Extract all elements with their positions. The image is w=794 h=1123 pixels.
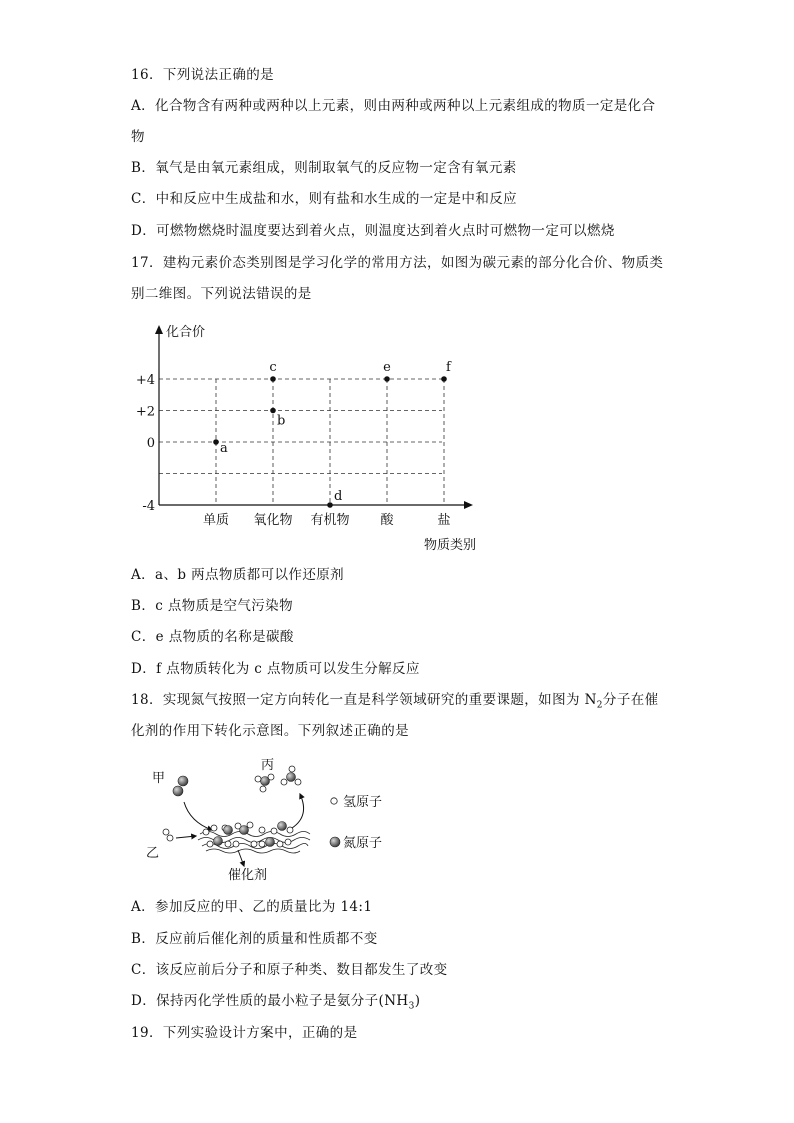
label-catalyst: 催化剂 xyxy=(228,868,268,883)
h2-molecule xyxy=(163,829,173,841)
y-tick-label: -4 xyxy=(142,499,155,514)
q17-option-b: B．c 点物质是空气污染物 xyxy=(131,598,293,614)
data-point-f xyxy=(441,376,447,382)
data-point-e xyxy=(384,376,390,382)
q17-stem-cont: 别二维图。下列说法错误的是 xyxy=(131,286,312,302)
q17-option-c: C．e 点物质的名称是碳酸 xyxy=(131,629,294,645)
category-label: 酸 xyxy=(380,513,394,528)
q18-stem-cont: 化剂的作用下转化示意图。下列叙述正确的是 xyxy=(131,723,409,739)
nh3-molecule-2 xyxy=(281,766,301,785)
arrow-bing xyxy=(292,794,304,828)
q16-option-a: A．化合物含有两种或两种以上元素，则由两种或两种以上元素组成的物质一定是化合 xyxy=(131,98,656,114)
valence-category-chart xyxy=(130,318,490,558)
chart-ticks xyxy=(136,373,155,514)
label-yi: 乙 xyxy=(146,846,160,861)
legend-h-atom xyxy=(331,798,337,804)
category-label: 盐 xyxy=(437,513,451,528)
label-jia: 甲 xyxy=(152,771,166,786)
y-tick-label: +2 xyxy=(135,404,155,420)
catalyst-reaction-diagram xyxy=(140,752,400,887)
q16-option-c: C．中和反应中生成盐和水，则有盐和水生成的一定是中和反应 xyxy=(131,191,518,207)
data-point-b xyxy=(270,408,276,414)
q17-stem: 17．建构元素价态类别图是学习化学的常用方法，如图为碳元素的部分化合价、物质类 xyxy=(131,255,664,271)
category-label: 单质 xyxy=(202,513,230,528)
q18-option-d: D．保持丙化学性质的最小粒子是氨分子$(NH_3)$ xyxy=(131,993,421,1012)
arrow-yi xyxy=(176,836,196,838)
chart-categories xyxy=(203,512,451,528)
x-axis-label: 物质类别 xyxy=(424,538,477,553)
y-axis-label: 化合价 xyxy=(166,325,206,340)
data-point-c xyxy=(270,376,276,382)
data-point-label-e: e xyxy=(383,360,391,375)
y-tick-label: 0 xyxy=(146,436,155,451)
data-point-label-d: d xyxy=(334,489,343,504)
q16-stem: 16．下列说法正确的是 xyxy=(131,67,275,83)
data-point-label-a: a xyxy=(220,441,228,456)
data-point-label-b: b xyxy=(277,413,286,429)
chart-grid xyxy=(159,379,444,505)
legend-n-atom xyxy=(330,837,340,847)
data-point-label-f: f xyxy=(446,360,451,375)
q16-option-b: B．氧气是由氧元素组成，则制取氧气的反应物一定含有氧元素 xyxy=(131,160,517,176)
arrow-catalyst xyxy=(238,850,244,866)
q18-option-b: B．反应前后催化剂的质量和性质都不变 xyxy=(131,931,378,947)
y-tick-label: +4 xyxy=(135,373,155,388)
q18-stem: 18．实现氮气按照一定方向转化一直是科学领域研究的重要课题，如图为 $N_2$分子在催 xyxy=(131,692,659,711)
category-label: 有机物 xyxy=(310,513,350,528)
q19-stem: 19．下列实验设计方案中，正确的是 xyxy=(131,1025,358,1041)
nh3-molecule-1 xyxy=(255,774,274,792)
x-axis-arrow xyxy=(464,501,473,509)
q17-option-a: A．a、b 两点物质都可以作还原剂 xyxy=(131,567,345,583)
category-label: 氧化物 xyxy=(253,513,293,528)
data-point-d xyxy=(327,502,333,508)
legend-n-label: 氮原子 xyxy=(343,836,383,851)
arrow-jia xyxy=(184,802,212,830)
q18-option-c: C．该反应前后分子和原子种类、数目都发生了改变 xyxy=(131,962,448,978)
n2-molecule xyxy=(173,776,188,796)
y-axis-arrow xyxy=(155,325,163,334)
q18-option-a: A．参加反应的甲、乙的质量比为 14:1 xyxy=(131,899,373,915)
q16-option-d: D．可燃物燃烧时温度要达到着火点，则温度达到着火点时可燃物一定可以燃烧 xyxy=(131,223,615,239)
chart-axes xyxy=(155,325,473,509)
q16-option-a-cont: 物 xyxy=(131,129,145,145)
label-bing: 丙 xyxy=(261,758,275,773)
data-point-a xyxy=(213,439,219,445)
data-point-label-c: c xyxy=(269,360,277,375)
chart-points xyxy=(213,360,452,508)
q17-option-d: D．f 点物质转化为 c 点物质可以发生分解反应 xyxy=(131,661,420,677)
legend-h-label: 氢原子 xyxy=(343,795,383,810)
